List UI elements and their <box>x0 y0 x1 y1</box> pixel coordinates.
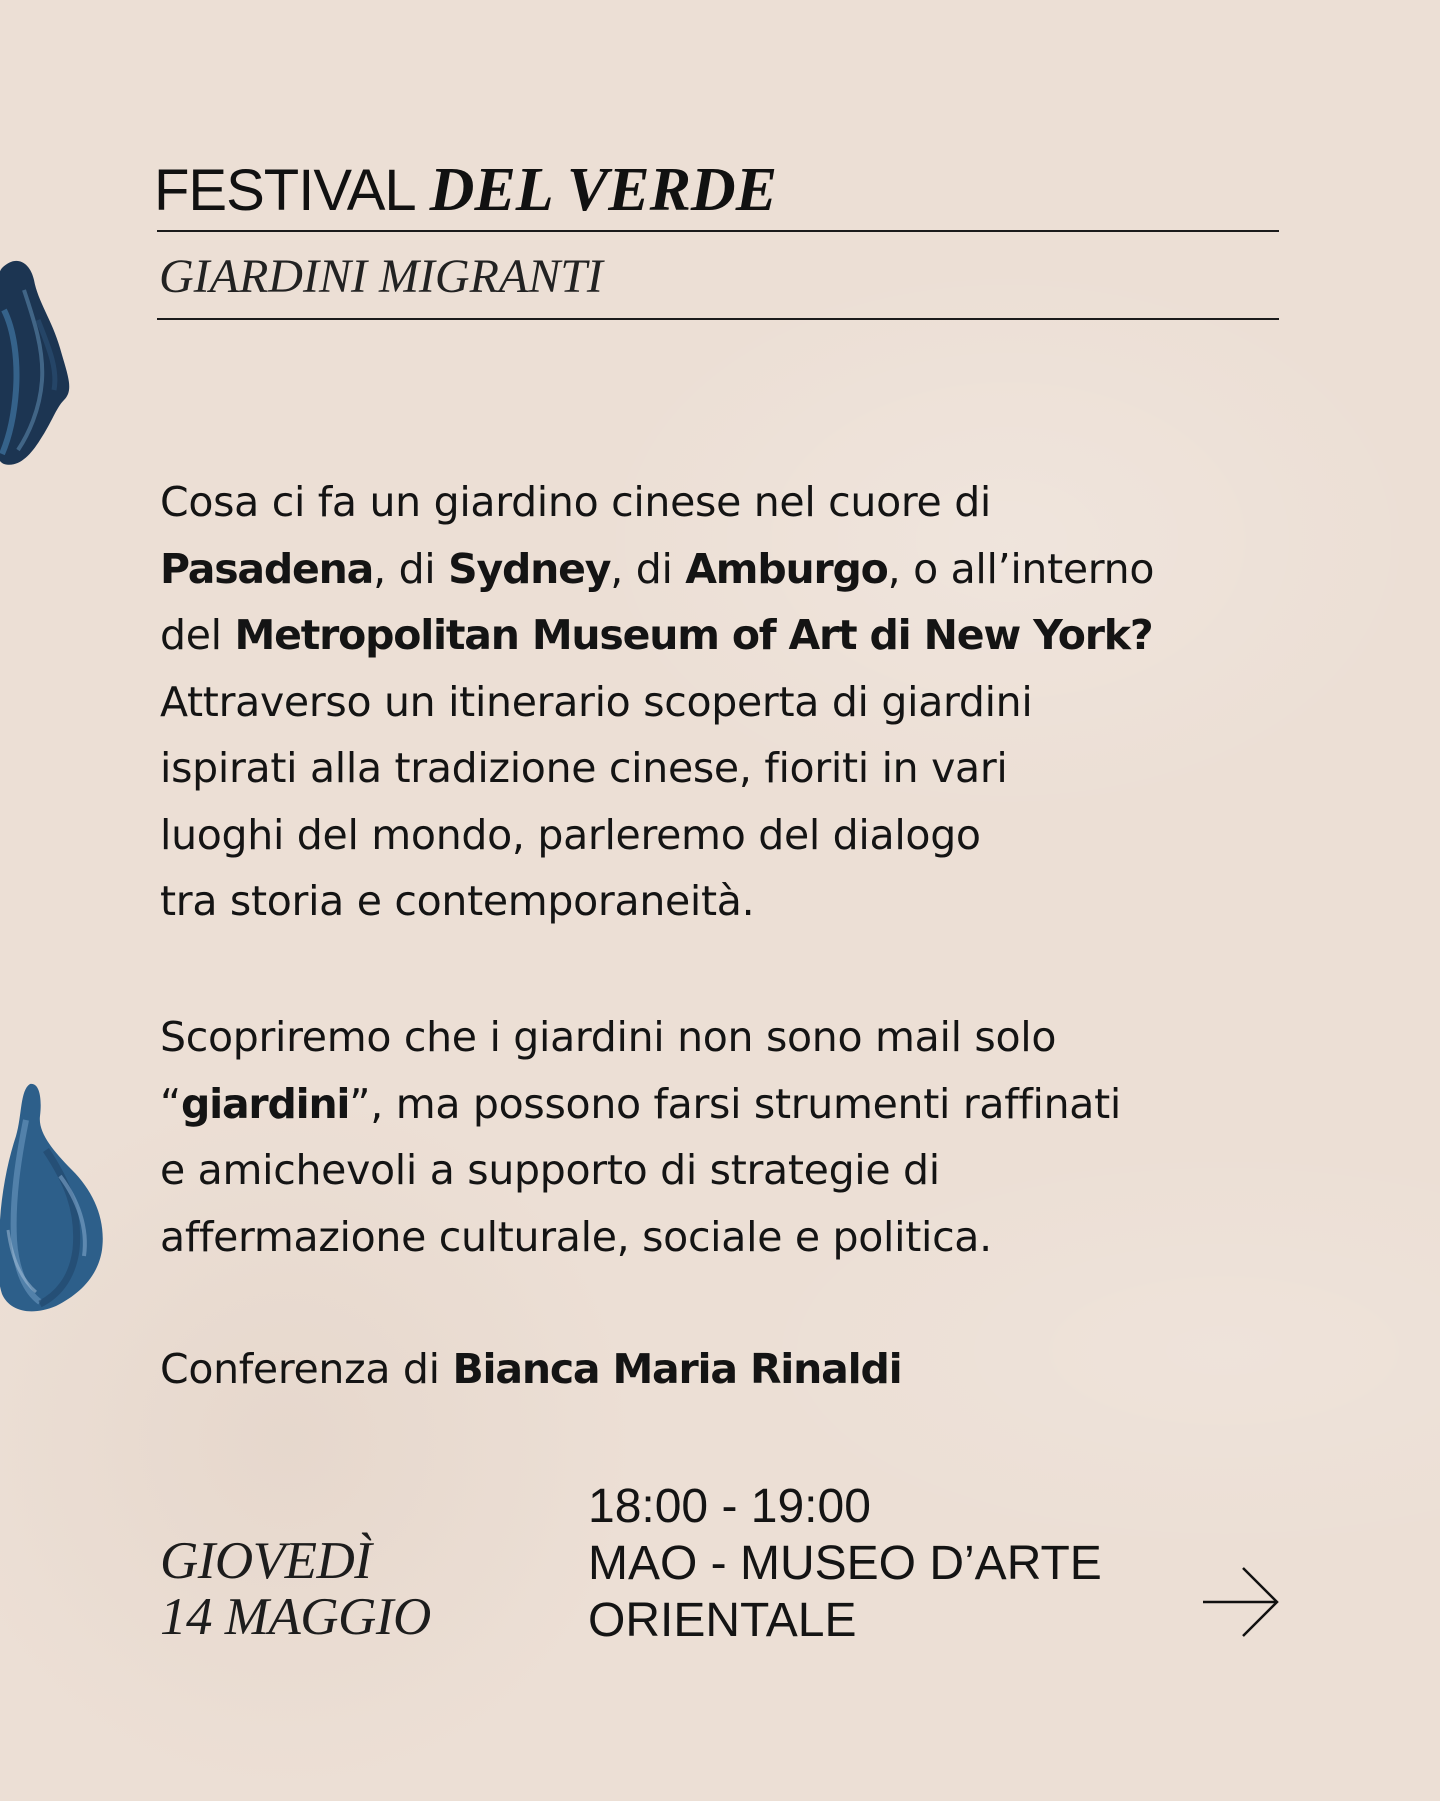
subtitle-divider <box>157 318 1279 320</box>
event-date <box>160 1533 431 1645</box>
speaker-prefix: Conferenza di <box>160 1345 453 1393</box>
text-fragment: , di <box>610 544 686 593</box>
text-fragment: , di <box>373 544 449 593</box>
text-fragment: del <box>160 611 235 659</box>
event-time: 18:00 - 19:00 <box>588 1480 871 1533</box>
page-title <box>154 150 1279 230</box>
museum-name: Metropolitan Museum of Art di New York? <box>234 611 1153 659</box>
speaker-text <box>160 1336 1280 1403</box>
city-pasadena: Pasadena <box>160 544 374 593</box>
event-venue-line-2: ORIENTALE <box>588 1594 857 1647</box>
title-main: FESTIVAL <box>154 158 416 223</box>
speaker-line <box>160 1336 1280 1403</box>
page-header <box>154 150 1279 320</box>
paint-stroke-icon <box>0 1080 111 1320</box>
event-day: GIOVEDÌ <box>160 1532 372 1590</box>
text-fragment: “ <box>160 1079 181 1128</box>
intro-line: ispirati alla tradizione cinese, fioriti in vari <box>160 744 1008 792</box>
discovery-line: Scopriremo che i giardini non sono mail solo <box>160 1013 1057 1061</box>
text-fragment: ”, ma possono farsi strumenti raffinati <box>349 1079 1121 1128</box>
discovery-line: affermazione culturale, sociale e politica. <box>160 1212 992 1261</box>
event-info <box>588 1478 1102 1649</box>
arrow-right-icon[interactable] <box>1201 1566 1281 1638</box>
intro-line <box>160 602 1280 669</box>
text-fragment: , o all’interno <box>887 544 1155 593</box>
page-subtitle: GIARDINI MIGRANTI <box>159 250 603 303</box>
highlight-giardini: giardini <box>180 1079 350 1128</box>
discovery-line <box>160 1071 1280 1138</box>
paint-stroke-icon <box>0 250 84 475</box>
event-venue-line-1: MAO - MUSEO D’ARTE <box>588 1537 1102 1590</box>
discovery-line: e amichevoli a supporto di strategie di <box>160 1146 940 1194</box>
intro-line: luoghi del mondo, parleremo del dialogo <box>160 810 981 859</box>
intro-line <box>160 536 1280 603</box>
intro-paragraph <box>160 469 1280 935</box>
intro-line: Cosa ci fa un giardino cinese nel cuore di <box>160 478 992 526</box>
intro-line: tra storia e contemporaneità. <box>160 877 755 925</box>
speaker-name: Bianca Maria Rinaldi <box>452 1345 902 1393</box>
event-date-value: 14 MAGGIO <box>160 1588 431 1646</box>
title-italic: DEL VERDE <box>429 156 778 224</box>
discovery-paragraph <box>160 1004 1280 1270</box>
city-amburgo: Amburgo <box>685 544 888 593</box>
intro-line: Attraverso un itinerario scoperta di giardini <box>160 677 1033 726</box>
city-sydney: Sydney <box>448 544 611 593</box>
